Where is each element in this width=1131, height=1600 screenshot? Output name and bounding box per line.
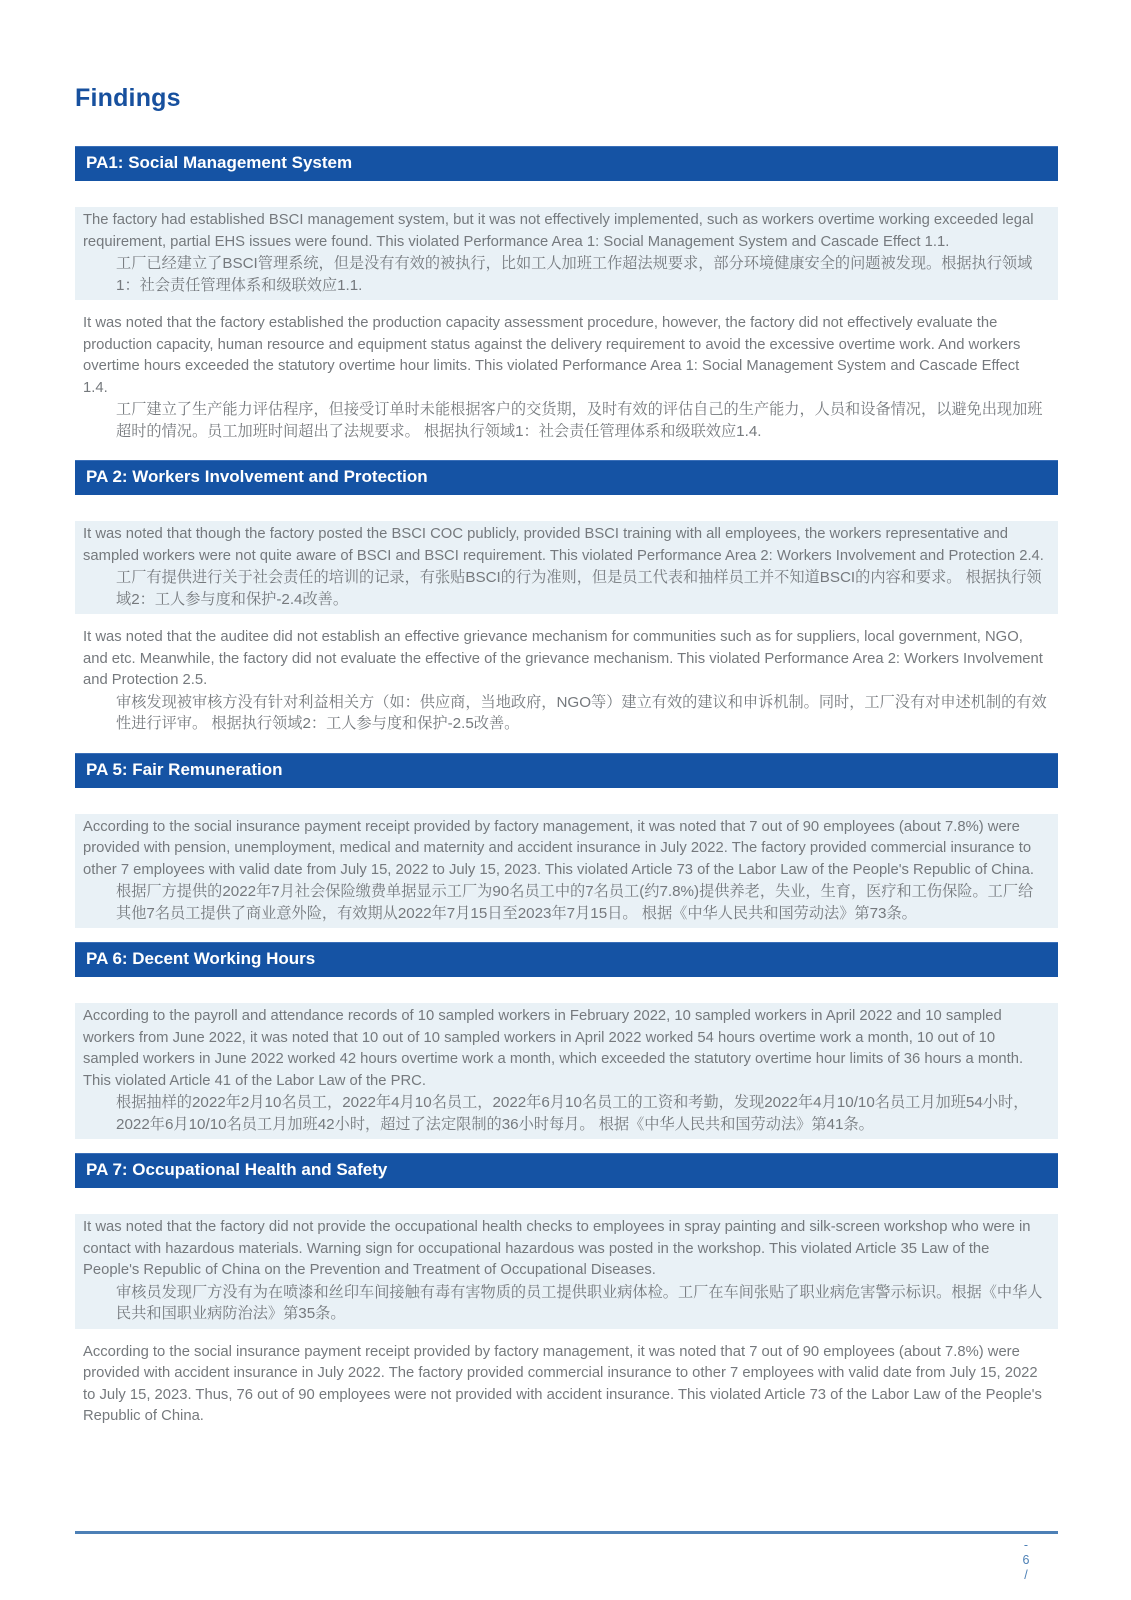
section-pa6 — [75, 942, 1058, 1139]
finding-block-highlighted — [75, 1003, 1058, 1139]
finding-block-highlighted — [75, 814, 1058, 929]
finding-text-zh: 工厂有提供进行关于社会责任的培训的记录，有张贴BSCI的行为准则，但是员工代表和抽样员工并不知道BSCI的内容和要求。 根据执行领域2：工人参与度和保护-2.4改善。 — [116, 569, 1042, 608]
finding-block-highlighted — [75, 1214, 1058, 1329]
section-pa1 — [75, 146, 1058, 446]
finding-text-en: According to the payroll and attendance records of 10 sampled workers in February 2022, 10 sampled workers in April 2022 and 10 sampled workers from June 2022, it was noted that 10 out of 10 sampled workers in April 2022 worked 54 hours overtime work a month, 10 out of 10 sampled workers in June 2022 worked 42 hours overtime work a month, which exceeded the statutory overtime hour limits of 36 hours a month. This violated Article 41 of the Labor Law of the PRC. — [83, 1008, 1024, 1089]
finding-text-en: It was noted that though the factory posted the BSCI COC publicly, provided BSCI training with all employees, the workers representative and sampled workers were not quite aware of BSCI and BSCI requirement. This violated Performance Area 2: Workers Involvement and Protection 2.4. — [83, 526, 1044, 564]
page-number — [1018, 1538, 1034, 1583]
finding-text-en: It was noted that the factory did not provide the occupational health checks to employees in spray painting and silk-screen workshop who were in contact with hazardous materials. Warning sign for occupational hazardous was posted in the workshop. This violated Article 35 Law of the People's Republic of China on the Prevention and Treatment of Occupational Diseases. — [83, 1219, 1031, 1278]
finding-text-zh: 根据厂方提供的2022年7月社会保险缴费单据显示工厂为90名员工中的7名员工(约7.8%)提供养老，失业，生育，医疗和工伤保险。工厂给其他7名员工提供了商业意外险，有效期从2022年7月15日至2023年7月15日。 根据《中华人民共和国劳动法》第73条。 — [116, 883, 1034, 922]
finding-text-zh: 工厂建立了生产能力评估程序，但接受订单时未能根据客户的交货期，及时有效的评估自己的生产能力，人员和设备情况，以避免出现加班超时的情况。员工加班时间超出了法规要求。 根据执行领域1：社会责任管理体系和级联效应1.4. — [116, 401, 1043, 440]
section-header-pa6: PA 6: Decent Working Hours — [75, 942, 1058, 977]
section-header-pa2: PA 2: Workers Involvement and Protection — [75, 460, 1058, 495]
page-number-value: 6 — [1022, 1553, 1030, 1567]
page-number-mark: - — [1023, 1538, 1029, 1552]
finding-text-en: It was noted that the factory established the production capacity assessment procedure, however, the factory did not effectively evaluate the production capacity, human resource and equipment status against the delivery requirement to avoid the excessive overtime work. And workers overtime hours exceeded the statutory overtime hour limits. This violated Performance Area 1: Social Management System and Cascade Effect 1.4. — [83, 315, 1021, 396]
finding-text-en: According to the social insurance payment receipt provided by factory management, it was noted that 7 out of 90 employees (about 7.8%) were provided with accident insurance in July 2022. The factory provided commercial insurance to other 7 employees with valid date from July 15, 2022 to July 15, 2023. Thus, 76 out of 90 employees were not provided with accident insurance. This violated Article 73 of the Labor Law of the People's Republic of China. — [83, 1343, 1042, 1424]
footer-divider — [75, 1531, 1058, 1534]
page-title: Findings — [75, 84, 181, 112]
finding-text-en: It was noted that the auditee did not establish an effective grievance mechanism for communities such as for suppliers, local government, NGO, and etc. Meanwhile, the factory did not evaluate the effective of the grievance mechanism. This violated Performance Area 2: Workers Involvement and Protection 2.5. — [83, 629, 1043, 688]
report-page-content — [75, 84, 1058, 1442]
section-pa2 — [75, 460, 1058, 739]
finding-text-zh: 根据抽样的2022年2月10名员工，2022年4月10名员工，2022年6月10名员工的工资和考勤，发现2022年4月10/10名员工月加班54小时，2022年6月10/10名员工月加班42小时，超过了法定限制的36小时每月。 根据《中华人民共和国劳动法》第41条。 — [116, 1094, 1029, 1133]
finding-block — [75, 310, 1058, 446]
section-header-pa7: PA 7: Occupational Health and Safety — [75, 1153, 1058, 1188]
section-pa5 — [75, 753, 1058, 929]
finding-block-highlighted — [75, 207, 1058, 300]
page-number-mark: / — [1024, 1568, 1028, 1582]
finding-text-zh: 审核员发现厂方没有为在喷漆和丝印车间接触有毒有害物质的员工提供职业病体检。工厂在车间张贴了职业病危害警示标识。根据《中华人民共和国职业病防治法》第35条。 — [116, 1283, 1043, 1322]
finding-block-highlighted — [75, 521, 1058, 614]
finding-block — [75, 624, 1058, 739]
section-header-pa5: PA 5: Fair Remuneration — [75, 753, 1058, 788]
finding-text-zh: 审核发现被审核方没有针对利益相关方（如：供应商，当地政府，NGO等）建立有效的建议和申诉机制。同时，工厂没有对申述机制的有效性进行评审。 根据执行领域2：工人参与度和保护-2.5改善。 — [116, 693, 1047, 732]
finding-text-en: According to the social insurance payment receipt provided by factory management, it was noted that 7 out of 90 employees (about 7.8%) were provided with pension, unemployment, medical and maternity and accident insurance in July 2022. The factory provided commercial insurance to other 7 employees with valid date from July 15, 2022 to July 15, 2023. This violated Article 73 of the Labor Law of the People's Republic of China. — [83, 818, 1034, 878]
section-header-pa1: PA1: Social Management System — [75, 146, 1058, 181]
finding-block — [75, 1339, 1058, 1432]
finding-text-en: The factory had established BSCI management system, but it was not effectively implemented, such as workers overtime working exceeded legal requirement, partial EHS issues were found. This violated Performance Area 1: Social Management System and Cascade Effect 1.1. — [83, 212, 1034, 250]
finding-text-zh: 工厂已经建立了BSCI管理系统，但是没有有效的被执行，比如工人加班工作超法规要求，部分环境健康安全的问题被发现。根据执行领域1：社会责任管理体系和级联效应1.1. — [116, 255, 1033, 294]
section-pa7 — [75, 1153, 1058, 1432]
